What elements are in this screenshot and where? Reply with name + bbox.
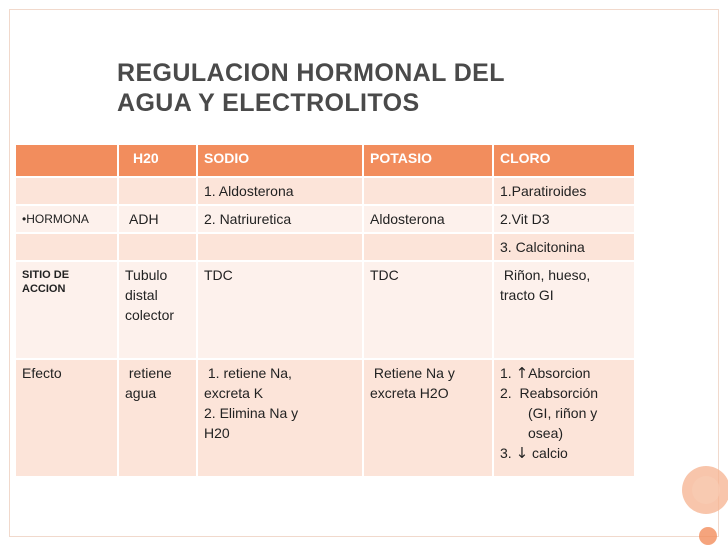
slide-title: [117, 58, 505, 118]
cell: [118, 261, 197, 359]
cell: [197, 359, 363, 477]
cloro-effect-2-sub: [500, 403, 628, 443]
up-arrow-icon: ↑: [515, 364, 529, 382]
table-row: [15, 261, 635, 359]
cell: 3. Calcitonina: [493, 233, 635, 261]
cell-line: Retiene Na y: [370, 365, 455, 381]
header-h20: H20: [118, 144, 197, 177]
row-label-efecto: Efecto: [15, 359, 118, 477]
table-row: [15, 177, 635, 205]
cell: [15, 177, 118, 205]
cell: TDC: [363, 261, 493, 359]
cell-line: tracto GI: [500, 287, 554, 303]
table-row: [15, 205, 635, 233]
item-number: 1.: [500, 365, 512, 381]
label-line: SITIO DE: [22, 269, 70, 281]
row-label-sitio: [15, 261, 118, 359]
cell: [15, 233, 118, 261]
cell: 2. Natriuretica: [197, 205, 363, 233]
cell: [363, 177, 493, 205]
cell: [363, 359, 493, 477]
label-line: ACCION: [22, 283, 66, 295]
title-line-2: AGUA Y ELECTROLITOS: [117, 89, 420, 117]
cell: [363, 233, 493, 261]
item-text: Absorcion: [528, 365, 591, 381]
cell: [118, 359, 197, 477]
cloro-effect-3: [500, 443, 628, 463]
table-header-row: [15, 144, 635, 177]
cell: 1.Paratiroides: [493, 177, 635, 205]
item-number: 2.: [500, 385, 512, 401]
cell-line: Riñon, hueso,: [500, 267, 591, 283]
cell-line: excreta H2O: [370, 385, 449, 401]
cell: [493, 359, 635, 477]
cell: TDC: [197, 261, 363, 359]
cell: Aldosterona: [363, 205, 493, 233]
item-text: osea): [528, 425, 564, 441]
hormone-table: [14, 143, 636, 478]
cell-line: Tubulo: [125, 267, 168, 283]
item-text: Reabsorción: [519, 385, 599, 401]
item-text: (GI, riñon y: [528, 405, 598, 421]
cell-line: agua: [125, 385, 157, 401]
table-row: [15, 359, 635, 477]
cell: 2.Vit D3: [493, 205, 635, 233]
cell: ADH: [118, 205, 197, 233]
cell-line: 1. retiene Na,: [204, 365, 292, 381]
cell-line: 2. Elimina Na y: [204, 405, 299, 421]
row-label-hormona: •HORMONA: [15, 205, 118, 233]
item-number: 3.: [500, 445, 512, 461]
cell-line: H20: [204, 425, 230, 441]
cloro-effect-1: [500, 363, 628, 383]
header-potasio: POTASIO: [363, 144, 493, 177]
table-row: [15, 233, 635, 261]
title-line-1: REGULACION HORMONAL DEL: [117, 59, 505, 87]
header-sodio: SODIO: [197, 144, 363, 177]
cell: [197, 233, 363, 261]
cell: 1. Aldosterona: [197, 177, 363, 205]
cell-line: distal: [125, 287, 158, 303]
cloro-effect-2: [500, 383, 628, 403]
cell: [118, 177, 197, 205]
cell: [493, 261, 635, 359]
cell-line: excreta K: [204, 385, 264, 401]
cell: [118, 233, 197, 261]
cell-line: colector: [125, 307, 175, 323]
header-cloro: CLORO: [493, 144, 635, 177]
item-text: calcio: [528, 445, 568, 461]
down-arrow-icon: ↓: [515, 444, 529, 462]
cell-line: retiene: [125, 365, 172, 381]
header-empty: [15, 144, 118, 177]
